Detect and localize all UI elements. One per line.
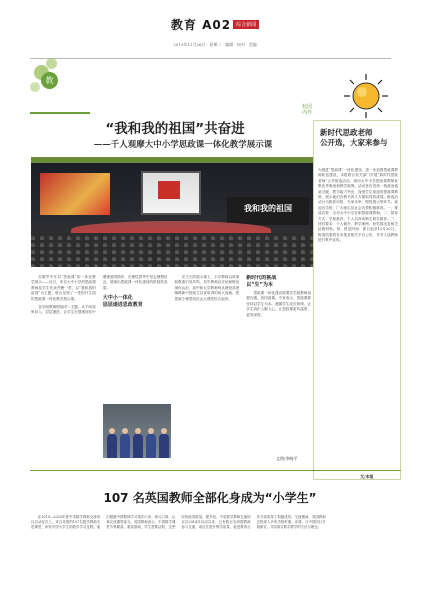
bottom-headline: 107 名英国教师全部化身成为“小学生” [103,491,317,505]
top-rule [30,58,391,59]
masthead [150,14,280,54]
headline: “我和我的祖国”共奋进 [105,121,245,137]
article-subhead: 新时代的挑战 以“生”为本 [246,275,277,288]
bottom-article-text: 在2019—2020年度中英数学教师交流项目启动仪式上，来自英国的107名数学教师走进课堂，体验中国小学生的数学学习过程。他们跟随中国教师学习乘法口诀、练习口算，认真完成课堂练习。英国教师表示，中国数学课堂节奏紧凑、重视基础，学生思维活跃，这些经验值得借鉴。据介绍，中英数学教师交流项目自2014年启动以来，已有数百名两国教师参与交流，项目在提升教学质量、促进教育合作方面取得了积极成效。交流期间，英国教师还将深入多所学校听课、评课，与中国同行开展研讨，共同探讨数学教学的方法与理念。 [31,515,326,530]
sidebar-title: 新时代思政老师 公开选，大家来参与 [320,128,388,147]
sidebar-text: 为推进“思政课”一体化建设，进一步加强思政课教师队伍建设，本报联合有关部门开展“新时代思政老师”公开推选活动，面向大中小学思政课教师征集优秀事迹和教学案例。活动旨在发现一批政治素质过硬、教学能力突出、深受学生欢迎的思政课教师，展示他们在教书育人方面取得的成绩。推选活动分为推荐申报、专家评审、网络展示等环节。欢迎各学校、广大师生及社会各界积极推荐。一、推选对象：全市大中小学在职思政课教师。二、推荐方式：学校推荐、个人自荐或师生联名推荐。三、材料要求：个人简介、教学案例、获奖情况及相关证明材料。四、报送时间：即日起至12月20日。推选结果将在本报及相关平台公布，并对入选教师进行集中宣传。 [318,168,398,243]
photo-credit: 文图/李晓平 [276,456,298,461]
stage-screen-left [40,173,110,215]
section-badge: 综合新闻 [233,20,259,29]
section-title: 教育 A02 [170,18,232,32]
audience [31,233,315,267]
sun-illustration [342,72,390,120]
sidebar-credit: 文/本报 [360,474,374,479]
stage-screen-text: 我和我的祖国 [244,204,292,213]
sidebar-tag: 校园内外 [302,104,313,116]
stage-screen-middle [141,171,201,215]
story-divider [30,470,401,471]
hero-photo [31,157,315,267]
article-paragraph: 在当天的展示课上，小学教师以故事和歌曲引发共鸣，初中教师以讨论和辩论深化认识，高中和大学教师则从理论高度阐释新中国成立以来取得的伟大成就，把思政小课堂同社会大课堂结合起来。 [174,275,240,301]
section-tag: 教 [41,72,58,89]
headline-accent [30,112,90,114]
classroom-photo [103,404,171,458]
article-subhead: 大中小一体化 层层递进思政教育 [102,295,143,309]
article-paragraph: 思政课一体化建设需要各学段教师加强沟通、协同备课。专家表示，思政课要坚持以学生为本，遵循学生成长规律，让学生真正入脑入心，让思政课更有温度、更有深度。 [246,291,311,317]
article-body [31,275,311,463]
headline-subtitle: ——千人观摩大中小学思政课一体化教学展示课 [93,140,273,150]
bottom-article [31,515,401,587]
article-intro: 在歌声中开启“思政课”的一体化教学展示——近日，来自大中小学的思政课教师及学生代表齐聚一堂，以“我和我的祖国”为主题，联合呈现了一堂别开生面的思政课一体化教学展示课。 [31,275,96,301]
date-line: 2019年11月26日 · 星期二 · 编辑 · 校对 · 美编 [173,42,257,47]
article-paragraph: 各学段教师围绕同一主题，从不同视角切入，层层递进，让学生在情感体验中增强爱国情怀，在理性思考中坚定理想信念，展现出思政课一体化建设的阶段性成果。 [31,275,168,315]
stage-screen-right [227,197,309,225]
